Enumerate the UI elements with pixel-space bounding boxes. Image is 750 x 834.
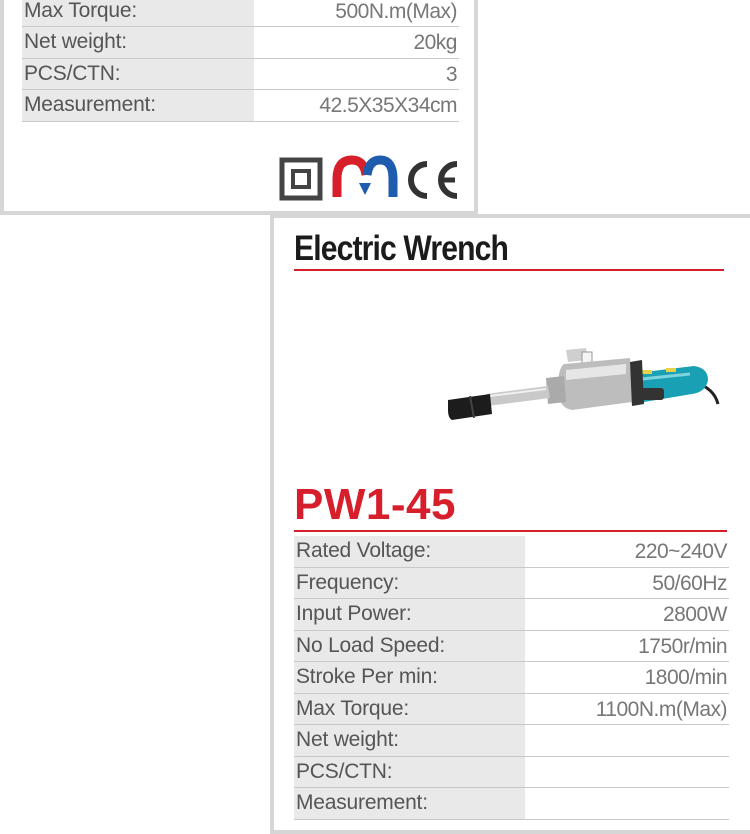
spec-value: 42.5X35X34cm (319, 94, 457, 117)
spec-row (22, 27, 459, 59)
spec-value: 1750r/min (638, 634, 727, 658)
spec-row (294, 599, 729, 631)
spec-value: 1800/min (644, 666, 727, 689)
spec-label: Rated Voltage: (296, 539, 431, 562)
spec-value: 50/60Hz (652, 571, 727, 595)
double-insulation-icon (282, 160, 320, 198)
spec-row (22, 0, 459, 27)
spec-label: Measurement: (24, 93, 156, 116)
electric-wrench-icon (446, 330, 724, 430)
spec-row (294, 757, 729, 789)
spec-label: PCS/CTN: (296, 759, 393, 783)
spec-row (294, 694, 729, 726)
model-number: PW1-45 (294, 480, 456, 529)
product-card-previous (0, 0, 478, 215)
spec-row (294, 725, 729, 757)
spec-value: 3 (445, 62, 457, 86)
spec-row (294, 788, 729, 820)
spec-row (294, 536, 729, 568)
spec-value: 500N.m(Max) (335, 0, 457, 23)
spec-label: Net weight: (24, 30, 127, 53)
spec-row (294, 631, 729, 663)
spec-label: Stroke Per min: (296, 665, 438, 688)
product-title: Electric Wrench (294, 229, 509, 268)
spec-label: Max Torque: (24, 0, 137, 22)
spec-table (294, 536, 729, 820)
product-card-electric-wrench (270, 214, 750, 834)
spec-row (294, 568, 729, 600)
spec-value: 220~240V (634, 540, 727, 563)
spec-value: 2800W (662, 603, 727, 626)
spec-label: No Load Speed: (296, 633, 445, 657)
spec-table-previous (22, 0, 459, 122)
spec-label: PCS/CTN: (24, 61, 121, 85)
spec-row (22, 59, 459, 91)
ce-mark-icon (411, 164, 457, 196)
spec-label: Measurement: (296, 791, 428, 814)
spec-label: Max Torque: (296, 696, 409, 720)
model-divider (294, 530, 727, 532)
spec-row (22, 90, 459, 122)
spec-value: 20kg (413, 31, 457, 54)
spec-value: 1100N.m(Max) (595, 697, 727, 721)
title-divider (294, 269, 724, 271)
certification-logos (279, 155, 464, 203)
spec-row (294, 662, 729, 694)
ccc-magnet-icon (337, 160, 393, 197)
spec-label: Frequency: (296, 570, 400, 594)
spec-label: Net weight: (296, 728, 399, 751)
spec-label: Input Power: (296, 602, 412, 625)
